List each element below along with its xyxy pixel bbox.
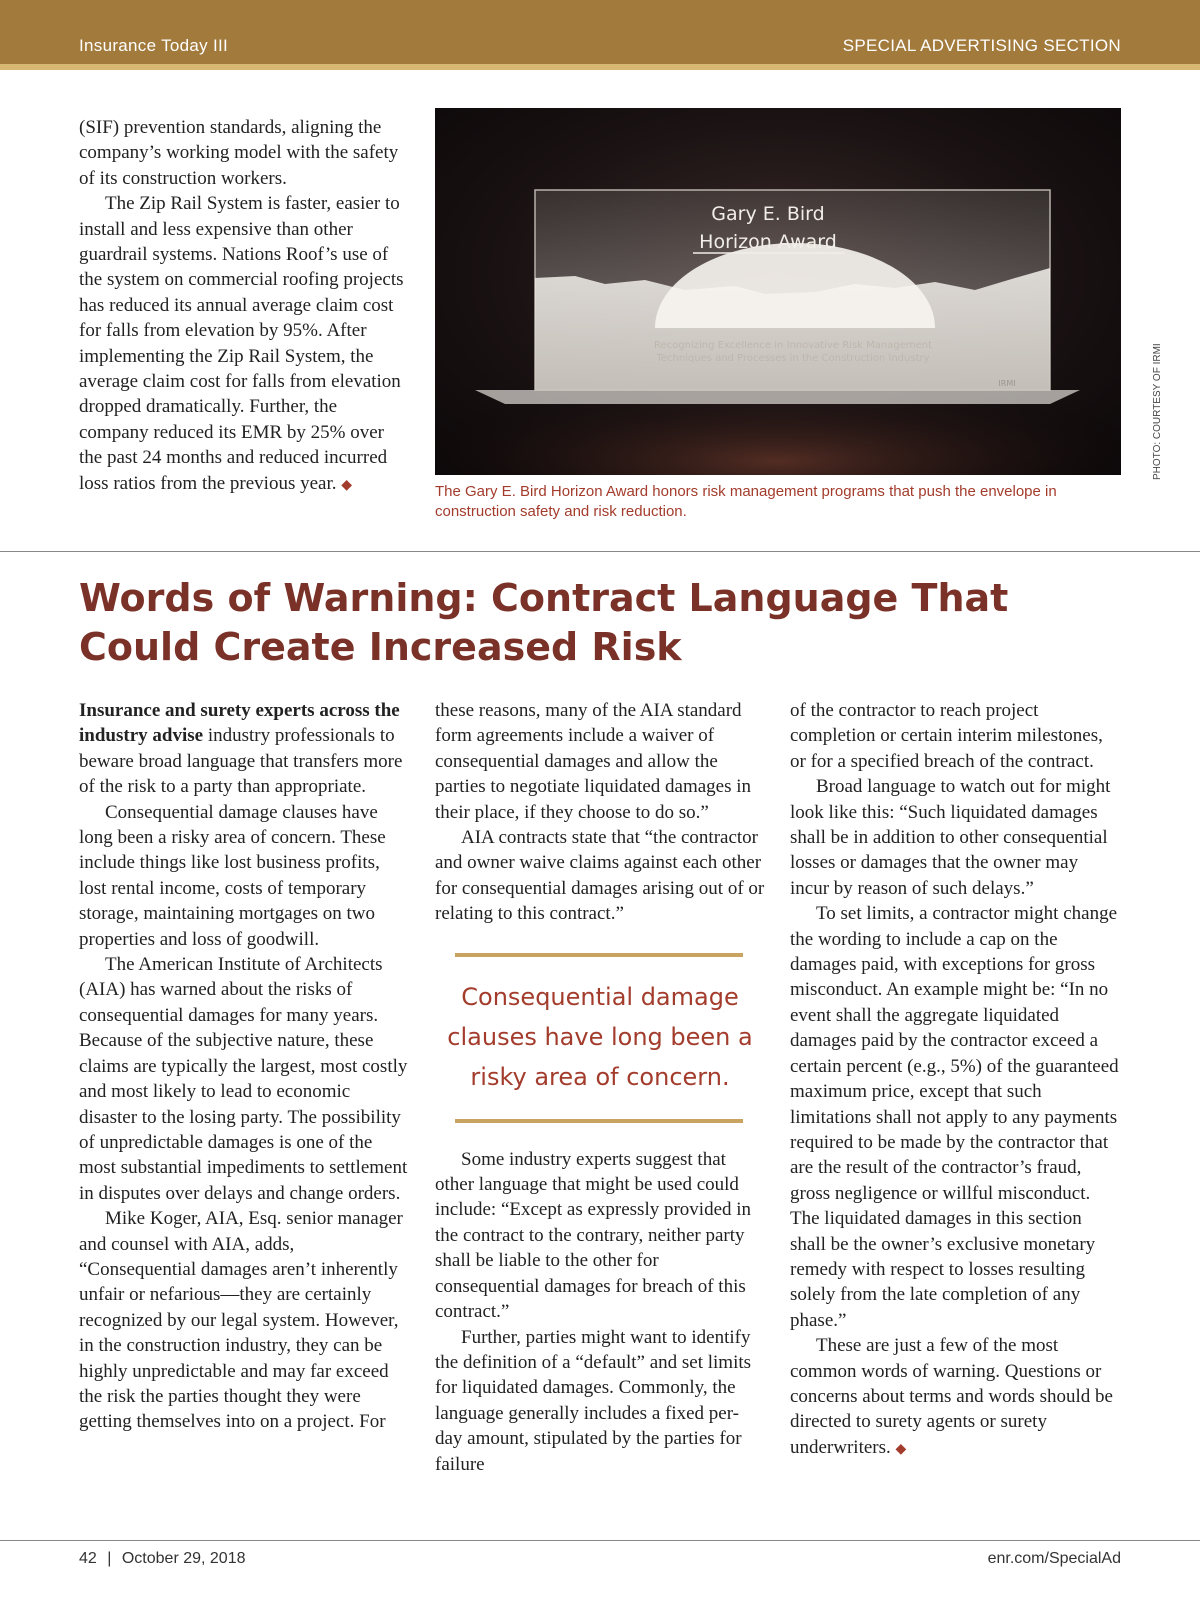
paragraph: of the contractor to reach project completion or certain interim milestones, or for a specified breach of the contract. xyxy=(790,700,1103,772)
end-diamond-icon: ◆ xyxy=(341,477,353,493)
photo-credit: PHOTO: COURTESY OF IRMI xyxy=(1152,343,1163,480)
paragraph: these reasons, many of the AIA standard form agreements include a waiver of consequential damages and allow the parties to negotiate liquidated damages in their place, if they choose to do so.” xyxy=(435,700,752,823)
page-number: 42 xyxy=(79,1550,97,1567)
paragraph: Broad language to watch out for might look like this: “Such liquidated damages shall be in addition to other consequential losses or damages that the owner may incur by reason of such delays.” xyxy=(790,776,1111,899)
lead-bold-text: Insurance and surety experts across the industry advise xyxy=(79,700,400,747)
lead-rest-text: industry professionals to beware broad language that transfers more of the risk to a party than appropriate. xyxy=(79,725,403,798)
glass-base xyxy=(475,390,1080,404)
paragraph: Some industry experts suggest that other language that might be used could include: “Except as expressly provided in the contract to the contrary, neither party shall be liable to the other for consequential damages for breach of this contract.” xyxy=(435,1148,752,1323)
paragraph: The American Institute of Architects (AIA) has warned about the risks of consequential damages for many years. Because of the subjective nature, these claims are typically the largest, most costly and most likely to lead to economic disaster to the losing party. The possibility of unpredictable damages is one of the most substantial impediments to settlement in disputes over delays and change orders. xyxy=(79,954,408,1204)
award-inscription-1: Recognizing Excellence in Innovative Risk Management xyxy=(653,340,933,351)
pullquote-rule-top xyxy=(455,953,743,957)
lead-paragraph xyxy=(79,698,409,800)
article-column-3 xyxy=(790,698,1120,1462)
footer-separator: | xyxy=(107,1550,112,1567)
paragraph: AIA contracts state that “the contractor and owner waive claims against each other for consequential damages arising out of or relating to this contract.” xyxy=(435,827,765,925)
paragraph: Consequential damage clauses have long been a risky area of concern. These include things like lost business profits, lost rental income, costs of temporary storage, maintaining mortgages on two properties and loss of goodwill. xyxy=(79,801,386,950)
section-divider xyxy=(0,551,1200,552)
top-paragraph-2: The Zip Rail System is faster, easier to install and less expensive than other guardrail systems. Nations Roof’s use of the system on commercial roofing projects has reduced its annual average claim cost for falls from elevation by 95%. After implementing the Zip Rail System, the average claim cost for falls from elevation dropped dramatically. Further, the company reduced its EMR by 25% over the past 24 months and reduced incurred loss ratios from the previous year. ◆ xyxy=(79,193,404,494)
photo-caption: The Gary E. Bird Horizon Award honors risk management programs that push the envelope in construction safety and risk reduction. xyxy=(435,483,1057,520)
footer-left xyxy=(79,1550,246,1568)
publication-title: Insurance Today III xyxy=(79,36,229,55)
top-paragraph-1: (SIF) prevention standards, aligning the company’s working model with the safety of its construction workers. xyxy=(79,117,399,189)
article-column-1 xyxy=(79,698,409,1435)
end-diamond-icon: ◆ xyxy=(895,1441,907,1457)
issue-date: October 29, 2018 xyxy=(121,1550,246,1567)
paragraph: Mike Koger, AIA, Esq. senior manager and counsel with AIA, adds, “Consequential damages aren’t inherently unfair or nefarious—they are certainly recognized by our legal system. However, in the construction industry, they can be highly unpredictable and may far exceed the risk the parties thought they were getting themselves into on a project. For xyxy=(79,1208,403,1433)
pullquote: Consequential damage clauses have long been a risky area of concern. xyxy=(447,982,753,1091)
section-label: SPECIAL ADVERTISING SECTION xyxy=(842,36,1121,55)
award-photo xyxy=(435,108,1121,475)
paragraph: These are just a few of the most common words of warning. Questions or concerns about terms and words should be directed to surety agents or surety underwriters. ◆ xyxy=(790,1335,1113,1458)
article-column-2 xyxy=(435,698,765,1477)
award-name: Gary E. Bird xyxy=(711,203,825,225)
header-stripe xyxy=(0,64,1200,70)
footer-url: enr.com/SpecialAd xyxy=(987,1550,1121,1567)
base-mark: IRMI xyxy=(998,379,1016,388)
award-inscription-2: Techniques and Processes in the Construction Industry xyxy=(656,353,930,364)
award-title: Horizon Award xyxy=(699,231,837,253)
award-illustration xyxy=(435,108,1121,475)
footer-rule xyxy=(0,1540,1200,1541)
top-article-text xyxy=(79,115,409,498)
paragraph: Further, parties might want to identify the definition of a “default” and set limits for liquidated damages. Commonly, the language generally includes a fixed per-day amount, stipulated by the parties for failure xyxy=(435,1326,752,1475)
paragraph: To set limits, a contractor might change the wording to include a cap on the damages paid, with exceptions for gross misconduct. An example might be: “In no event shall the aggregate liquidated damages paid by the contractor exceed a certain percent (e.g., 5%) of the guaranteed maximum price, except that such limitations shall not apply to any payments required to be made by the contractor that are the result of the contractor’s fraud, gross negligence or willful misconduct. The liquidated damages in this section shall be the owner’s exclusive monetary remedy with respect to losses resulting solely from the late completion of any phase.” xyxy=(790,903,1119,1331)
article-headline: Words of Warning: Contract Language That Could Create Increased Risk xyxy=(79,576,1009,669)
